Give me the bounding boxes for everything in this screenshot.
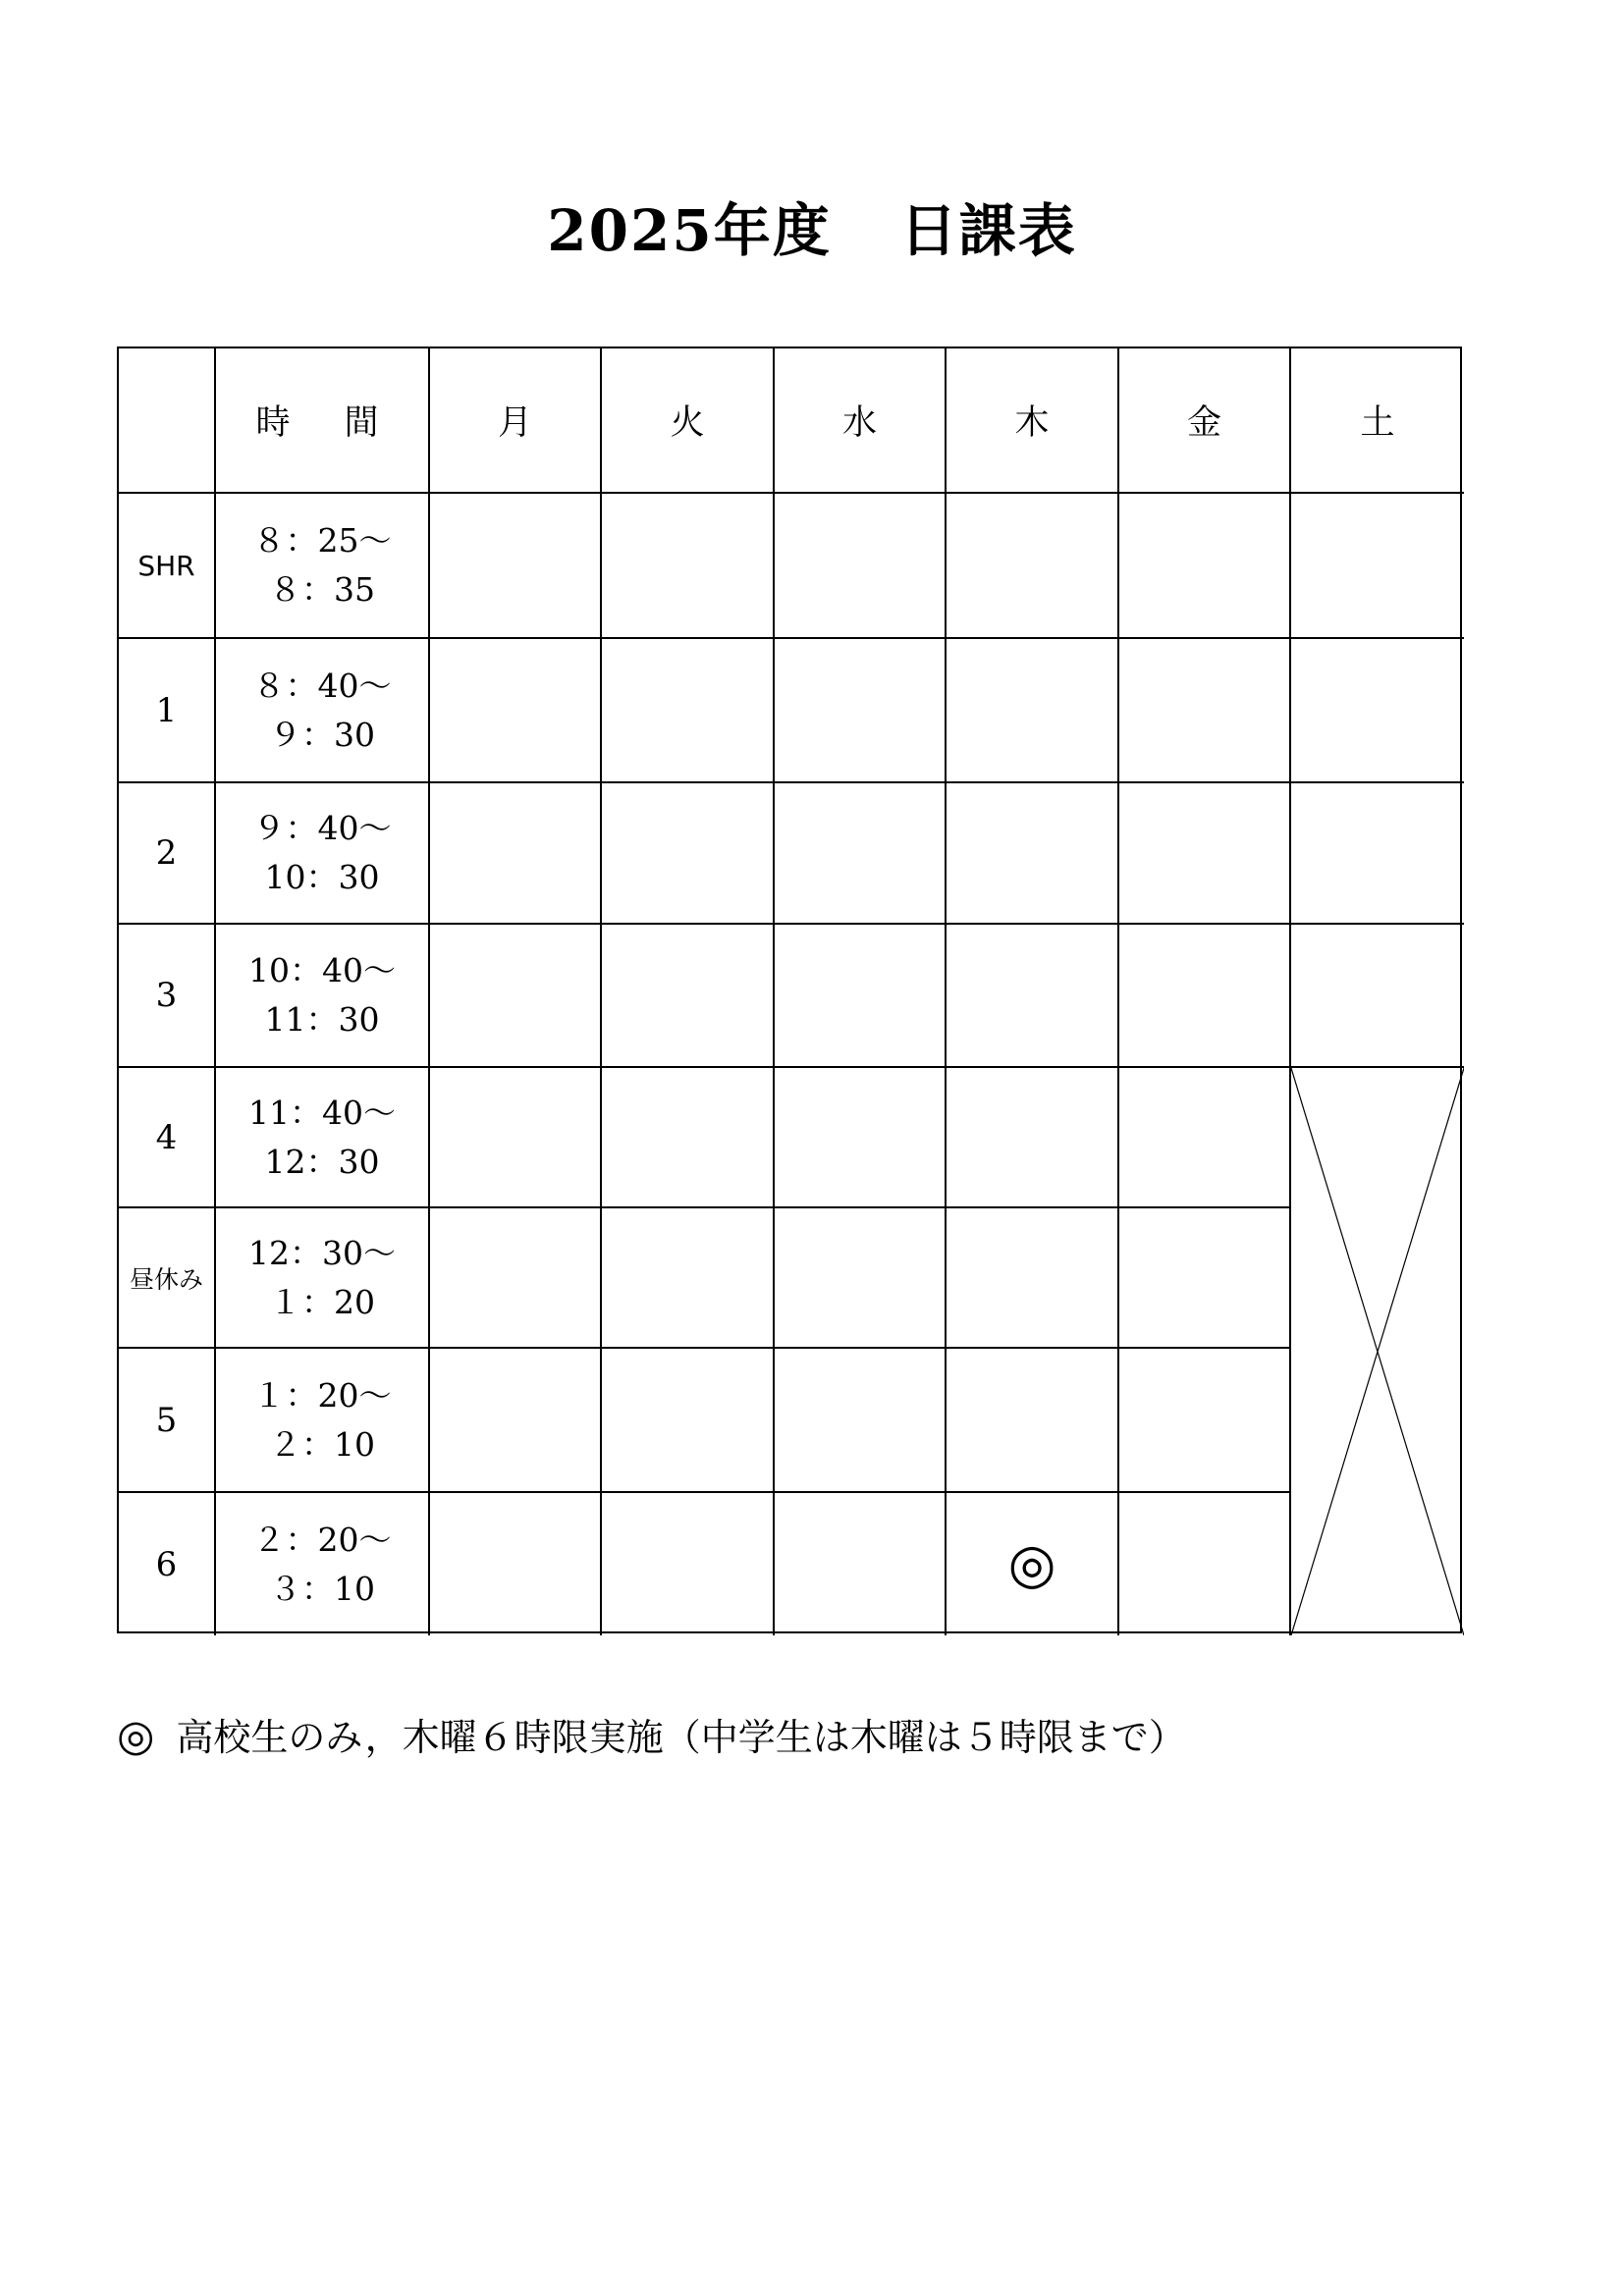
slot-cell xyxy=(1119,1493,1291,1635)
slot-cell xyxy=(1119,639,1291,783)
footnote-text: 高校生のみ，木曜６時限実施（中学生は木曜は５時限まで） xyxy=(176,1716,1186,1759)
time-cell-5 xyxy=(216,1349,430,1493)
slot-cell xyxy=(602,639,775,783)
time-start: ８：40〜 xyxy=(252,666,392,705)
time-end: ８：35 xyxy=(269,570,375,609)
double-circle-marker-icon: ◎ xyxy=(1007,1531,1056,1596)
slot-cell xyxy=(775,1208,947,1349)
slot-cell xyxy=(775,494,947,639)
time-cell-3 xyxy=(216,925,430,1068)
slot-cell xyxy=(775,1068,947,1208)
time-start: ８：25〜 xyxy=(252,521,392,560)
time-start: ９：40〜 xyxy=(252,809,392,847)
time-cell-6 xyxy=(216,1493,430,1635)
header-time-cell: 時 間 xyxy=(216,348,430,494)
slot-cell xyxy=(430,1493,602,1635)
slot-cell xyxy=(775,1493,947,1635)
slot-cell xyxy=(947,1349,1119,1493)
slot-cell xyxy=(947,1208,1119,1349)
slot-cell xyxy=(947,925,1119,1068)
time-end: ３：10 xyxy=(269,1569,375,1608)
title-main: 日課表 xyxy=(899,197,1077,264)
slot-cell xyxy=(430,1208,602,1349)
header-day-tue: 火 xyxy=(602,348,775,494)
time-end: ９：30 xyxy=(269,715,375,754)
slot-cell xyxy=(430,925,602,1068)
slot-cell xyxy=(430,639,602,783)
slot-cell xyxy=(430,1068,602,1208)
period-label-4: 4 xyxy=(119,1068,216,1208)
slot-cell xyxy=(602,1349,775,1493)
header-day-wed: 水 xyxy=(775,348,947,494)
timetable-grid xyxy=(117,347,1462,1633)
slot-cell xyxy=(775,1349,947,1493)
time-start: １：20〜 xyxy=(252,1375,392,1415)
period-label-1: 1 xyxy=(119,639,216,783)
slot-cell xyxy=(1291,639,1464,783)
period-label-3: 3 xyxy=(119,925,216,1068)
header-day-fri: 金 xyxy=(1119,348,1291,494)
slot-cell xyxy=(775,925,947,1068)
slot-cell xyxy=(602,925,775,1068)
saturday-crossed-out-cell xyxy=(1291,1068,1464,1635)
slot-cell xyxy=(602,1493,775,1635)
header-corner-cell xyxy=(119,348,216,494)
time-end: ２：10 xyxy=(269,1424,375,1464)
slot-cell xyxy=(430,1349,602,1493)
header-day-mon: 月 xyxy=(430,348,602,494)
slot-cell xyxy=(430,783,602,925)
slot-cell xyxy=(1119,494,1291,639)
time-start: 10：40〜 xyxy=(248,951,396,989)
slot-cell xyxy=(602,1208,775,1349)
slot-cell xyxy=(602,783,775,925)
period-label-5: 5 xyxy=(119,1349,216,1493)
time-end: 10：30 xyxy=(264,858,380,896)
period-label-shr: SHR xyxy=(119,494,216,639)
time-start: 12：30〜 xyxy=(248,1233,396,1272)
slot-cell xyxy=(947,494,1119,639)
time-cell-shr xyxy=(216,494,430,639)
slot-cell xyxy=(1291,925,1464,1068)
slot-cell xyxy=(947,1068,1119,1208)
slot-cell xyxy=(1291,783,1464,925)
title-year: 2025年度 xyxy=(547,197,832,264)
slot-cell xyxy=(1119,925,1291,1068)
cross-out-lines xyxy=(1291,1068,1464,1635)
period-label-2: 2 xyxy=(119,783,216,925)
time-end: 11：30 xyxy=(264,1000,380,1039)
time-cell-lunch xyxy=(216,1208,430,1349)
slot-cell xyxy=(1119,783,1291,925)
time-cell-4 xyxy=(216,1068,430,1208)
slot-cell xyxy=(602,1068,775,1208)
footnote xyxy=(117,1712,1186,1762)
slot-cell xyxy=(947,639,1119,783)
time-start: 11：40〜 xyxy=(248,1093,396,1132)
slot-cell xyxy=(1291,494,1464,639)
period-label-lunch: 昼休み xyxy=(119,1208,216,1349)
slot-cell xyxy=(430,494,602,639)
time-start: ２：20〜 xyxy=(252,1520,392,1559)
slot-cell xyxy=(775,783,947,925)
slot-cell xyxy=(947,783,1119,925)
footnote-marker-icon: ◎ xyxy=(117,1711,155,1761)
slot-cell xyxy=(1119,1349,1291,1493)
slot-cell xyxy=(775,639,947,783)
page-title xyxy=(0,196,1624,265)
period-label-6: 6 xyxy=(119,1493,216,1635)
time-end: 12：30 xyxy=(264,1142,380,1181)
slot-cell xyxy=(602,494,775,639)
header-day-sat: 土 xyxy=(1291,348,1464,494)
time-cell-2 xyxy=(216,783,430,925)
slot-cell-thu-6 xyxy=(947,1493,1119,1635)
time-cell-1 xyxy=(216,639,430,783)
time-end: １：20 xyxy=(269,1282,375,1321)
slot-cell xyxy=(1119,1068,1291,1208)
slot-cell xyxy=(1119,1208,1291,1349)
header-day-thu: 木 xyxy=(947,348,1119,494)
